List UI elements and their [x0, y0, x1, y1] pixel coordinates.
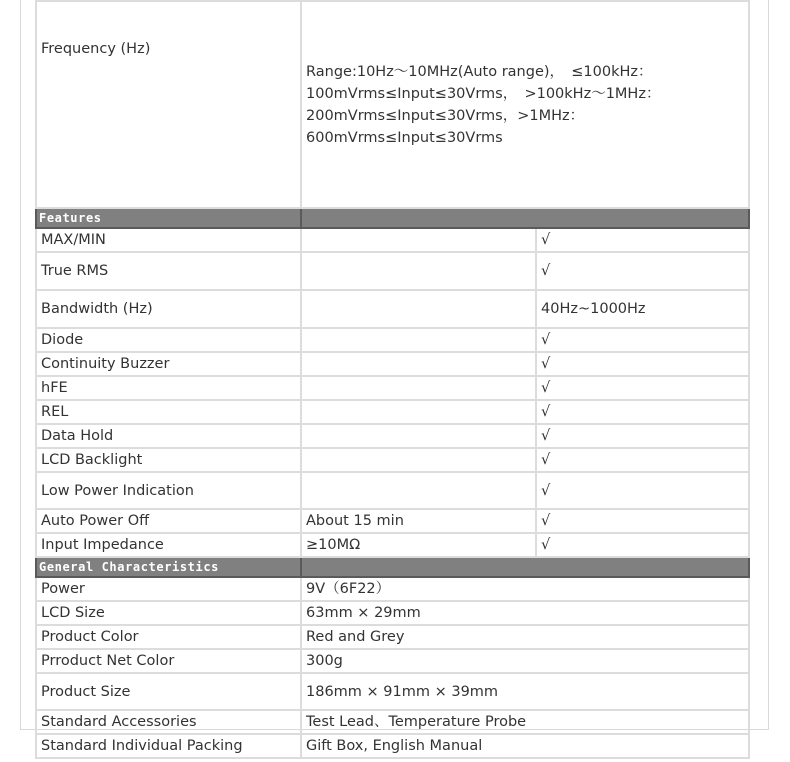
feature-detail: About 15 min: [301, 509, 536, 533]
section-header-general: [36, 557, 749, 577]
table-row: [36, 228, 749, 252]
feature-detail: [301, 252, 536, 290]
spec-value: 63mm × 29mm: [301, 601, 749, 625]
feature-detail: [301, 328, 536, 352]
feature-check: √: [536, 424, 749, 448]
feature-check: √: [536, 509, 749, 533]
spec-table: [35, 0, 750, 759]
table-row: [36, 376, 749, 400]
feature-label: Continuity Buzzer: [36, 352, 301, 376]
table-row: [36, 533, 749, 557]
table-row: [36, 1, 749, 208]
table-row: [36, 252, 749, 290]
feature-detail: [301, 424, 536, 448]
spec-value: Test Lead、Temperature Probe: [301, 710, 749, 734]
feature-check: √: [536, 352, 749, 376]
table-row: [36, 290, 749, 328]
table-row: [36, 601, 749, 625]
feature-label: Bandwidth (Hz): [36, 290, 301, 328]
frequency-label: Frequency (Hz): [36, 1, 301, 208]
table-row: [36, 577, 749, 601]
feature-check: √: [536, 228, 749, 252]
spec-label: Standard Individual Packing: [36, 734, 301, 758]
table-row: [36, 734, 749, 758]
frequency-value: Range:10Hz～10MHz(Auto range)， ≤100kHz：100mVrms≤Input≤30Vrms， >100kHz～1MHz：200mVrms≤Input≤30Vrms，>1MHz：600mVrms≤Input≤30Vrms: [301, 1, 749, 208]
table-row: [36, 424, 749, 448]
spec-label: Product Size: [36, 673, 301, 710]
table-row: [36, 448, 749, 472]
section-header-fill: [301, 557, 749, 577]
feature-detail: [301, 228, 536, 252]
table-row: [36, 509, 749, 533]
feature-label: Auto Power Off: [36, 509, 301, 533]
table-row: [36, 710, 749, 734]
spec-label: Product Color: [36, 625, 301, 649]
feature-label: Low Power Indication: [36, 472, 301, 509]
feature-label: Diode: [36, 328, 301, 352]
spec-value: 9V（6F22）: [301, 577, 749, 601]
section-title: General Characteristics: [36, 557, 301, 577]
section-header-features: [36, 208, 749, 228]
feature-label: Input Impedance: [36, 533, 301, 557]
section-title: Features: [36, 208, 301, 228]
table-row: [36, 649, 749, 673]
feature-detail: [301, 400, 536, 424]
spec-value: 300g: [301, 649, 749, 673]
feature-check: √: [536, 400, 749, 424]
feature-label: hFE: [36, 376, 301, 400]
spec-label: Power: [36, 577, 301, 601]
feature-detail: ≥10MΩ: [301, 533, 536, 557]
feature-check: √: [536, 252, 749, 290]
feature-label: True RMS: [36, 252, 301, 290]
feature-detail: [301, 472, 536, 509]
feature-check: √: [536, 448, 749, 472]
spec-value: Red and Grey: [301, 625, 749, 649]
table-row: [36, 400, 749, 424]
feature-check: √: [536, 472, 749, 509]
table-row: [36, 328, 749, 352]
feature-label: Data Hold: [36, 424, 301, 448]
feature-check: 40Hz~1000Hz: [536, 290, 749, 328]
feature-detail: [301, 448, 536, 472]
table-row: [36, 352, 749, 376]
feature-label: MAX/MIN: [36, 228, 301, 252]
spec-label: Prroduct Net Color: [36, 649, 301, 673]
feature-label: LCD Backlight: [36, 448, 301, 472]
table-row: [36, 472, 749, 509]
feature-label: REL: [36, 400, 301, 424]
feature-detail: [301, 352, 536, 376]
section-header-fill: [301, 208, 749, 228]
spec-label: LCD Size: [36, 601, 301, 625]
feature-check: √: [536, 376, 749, 400]
feature-detail: [301, 376, 536, 400]
feature-detail: [301, 290, 536, 328]
table-row: [36, 625, 749, 649]
table-row: [36, 673, 749, 710]
spec-value: 186mm × 91mm × 39mm: [301, 673, 749, 710]
feature-check: √: [536, 328, 749, 352]
spec-value: Gift Box, English Manual: [301, 734, 749, 758]
spec-label: Standard Accessories: [36, 710, 301, 734]
feature-check: √: [536, 533, 749, 557]
